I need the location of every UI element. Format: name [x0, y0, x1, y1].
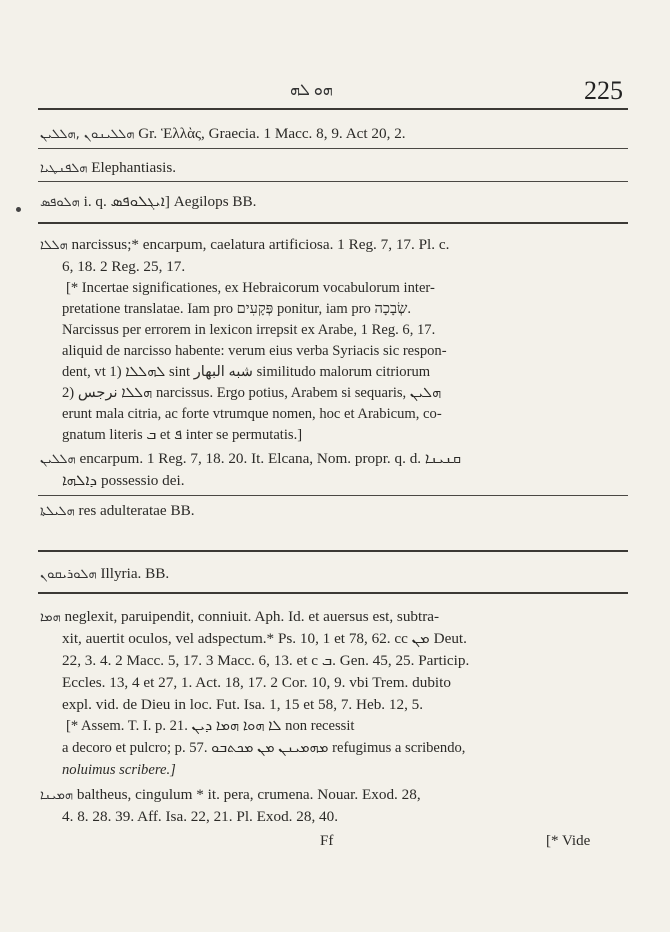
entry-rule [38, 495, 628, 496]
note-line: gnatum literis ܒ et ܦ inter se permutatis.] [62, 427, 303, 443]
section-rule [38, 550, 628, 552]
entry-line: ܗܠܠܐ narcissus;* encarpum, caelatura artificiosa. 1 Reg. 7, 17. Pl. c. [40, 236, 450, 253]
entry-line: ܗܠܘܪܝܩܘܢ Illyria. BB. [40, 565, 170, 582]
entry-line: ܗܠܝܠܬܐ res adulteratae BB. [40, 502, 195, 519]
note-line: 2) ܗܠܠܐ نرجس narcissus. Ergo potius, Arabem si sequaris, ܗܠܝܢ [62, 385, 442, 401]
section-rule [38, 592, 628, 594]
entry-line: ܕܐܠܗܐ possessio dei. [62, 472, 185, 489]
note-line: noluimus scribere.] [62, 762, 176, 778]
note-line: a decoro et pulcro; p. 57. ܡܗܡܝܢܢ ܡܢ ܡܟܬܒܘ refugimus a scribendo, [62, 740, 466, 756]
page-number: 225 [584, 76, 623, 105]
entry-rule [38, 181, 628, 182]
entry-line: ܗܡܐ neglexit, paruipendit, conniuit. Aph. Id. et auersus est, subtra- [40, 608, 440, 625]
section-rule [38, 222, 628, 224]
header-rule [38, 108, 628, 110]
note-line: erunt mala citria, ac forte vtrumque nomen, hoc et Arabicum, co- [62, 406, 442, 422]
catchword: [* Vide [546, 833, 591, 849]
entry-line: 22, 3. 4. 2 Macc. 5, 17. 3 Macc. 6, 13. et c ܒ. Gen. 45, 25. Particip. [62, 652, 470, 669]
entry-line: ܗܠܘܦܣ i. q. ܐܝܓܠܘܦܣ] Aegilops BB. [40, 193, 257, 210]
running-head: ܗܘ ܠܗ [290, 82, 333, 99]
note-line: Narcissus per errorem in lexicon irrepsit ex Arabe, 1 Reg. 6, 17. [62, 322, 436, 338]
entry-line: 4. 8. 28. 39. Aff. Isa. 22, 21. Pl. Exod. 28, 40. [62, 808, 339, 825]
entry-line: expl. vid. de Dieu in loc. Fut. Isa. 1, 15 et 58, 7. Heb. 12, 5. [62, 696, 424, 713]
note-line: pretatione translatae. Iam pro פְּקָעִים ponitur, iam pro שְׂבָכָה. [62, 301, 412, 317]
entry-line: ܗܠܠܝܢܘܢ ,ܗܠܠܝܢ Gr. Ἑλλὰς, Graecia. 1 Macc. 8, 9. Act 20, 2. [40, 125, 406, 142]
note-line: [* Incertae significationes, ex Hebraicorum vocabulorum inter- [66, 280, 435, 296]
ink-spot [16, 207, 21, 212]
entry-line: ܗܠܠܝܢ encarpum. 1 Reg. 7, 18. 20. It. Elcana, Nom. propr. q. d. ܩܢܝܢܐ [40, 450, 462, 467]
entry-line: ܗܠܦܢܛܝܐ Elephantiasis. [40, 159, 177, 176]
note-line: aliquid de narcisso habente: verum eius verba Syriacis sic respon- [62, 343, 447, 359]
note-line: [* Assem. T. I. p. 21. ܠܐ ܗܘܐ ܗܡܐ ܕܝܢ non recessit [66, 718, 355, 734]
entry-line: ܗܡܝܢܐ baltheus, cingulum * it. pera, crumena. Nouar. Exod. 28, [40, 786, 421, 803]
entry-line: Eccles. 13, 4 et 27, 1. Act. 18, 17. 2 Cor. 10, 9. vbi Trem. dubito [62, 674, 451, 691]
signature-mark: Ff [320, 833, 334, 849]
note-line: dent, vt 1) ܠܗܠܠܐ sint شبه البهار similitudo malorum citriorum [62, 364, 431, 380]
entry-rule [38, 148, 628, 149]
entry-line: 6, 18. 2 Reg. 25, 17. [62, 258, 186, 275]
entry-line: xit, auertit oculos, vel adspectum.* Ps. 10, 1 et 78, 62. cc ܡܢ Deut. [62, 630, 467, 647]
